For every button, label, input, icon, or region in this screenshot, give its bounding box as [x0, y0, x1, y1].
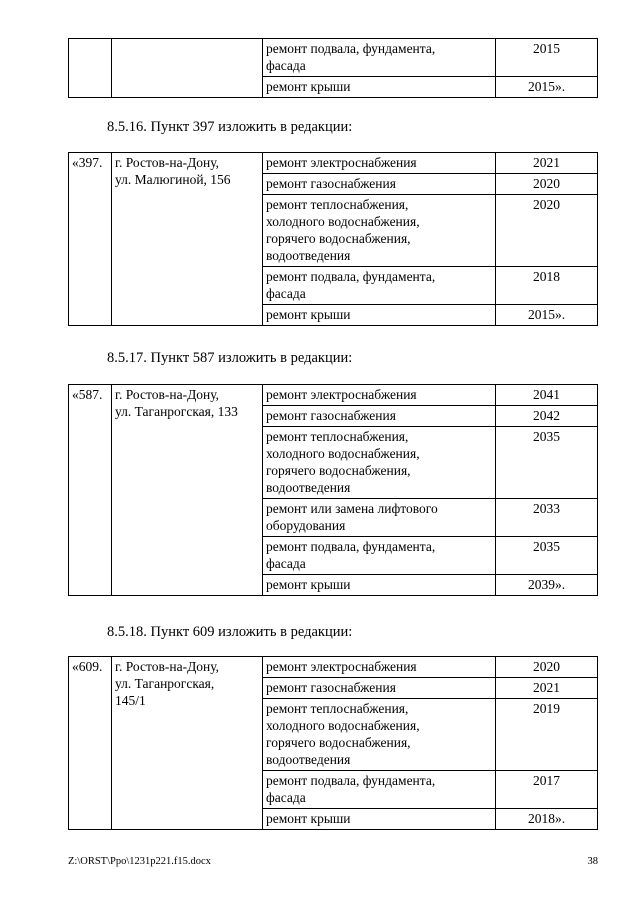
year-cell: 2018	[496, 267, 598, 305]
address-cell	[112, 153, 263, 326]
text-line: ремонт теплоснабжения,	[266, 197, 409, 212]
table-row	[69, 39, 598, 77]
year-cell: 2039».	[496, 575, 598, 596]
text-line: горячего водоснабжения,	[266, 735, 411, 750]
work-type-cell	[263, 427, 496, 499]
text-line: водоотведения	[266, 248, 351, 263]
year-cell: 2041	[496, 385, 598, 406]
amendment-table-continued	[68, 38, 598, 98]
text-line: г. Ростов-на-Дону,	[115, 659, 220, 674]
work-type-cell	[263, 499, 496, 537]
amendment-table-587	[68, 384, 598, 596]
work-type-cell	[263, 809, 496, 830]
year-cell: 2015	[496, 39, 598, 77]
work-type-cell	[263, 174, 496, 195]
year-cell: 2021	[496, 153, 598, 174]
year-cell: 2020	[496, 174, 598, 195]
item-number-cell: «609.	[69, 657, 112, 830]
text-line: ул. Таганрогская, 133	[115, 404, 238, 419]
work-type-cell	[263, 771, 496, 809]
work-type-cell	[263, 657, 496, 678]
text-line: ремонт крыши	[266, 577, 351, 592]
text-line: фасада	[266, 58, 306, 73]
text-line: 145/1	[115, 693, 146, 708]
amendment-table-609	[68, 656, 598, 830]
work-type-cell	[263, 77, 496, 98]
text-line: ремонт газоснабжения	[266, 680, 396, 695]
work-type-cell	[263, 385, 496, 406]
text-line: г. Ростов-на-Дону,	[115, 387, 220, 402]
paragraph-8-5-18: 8.5.18. Пункт 609 изложить в редакции:	[107, 624, 353, 640]
work-type-cell	[263, 406, 496, 427]
year-cell: 2020	[496, 657, 598, 678]
text-line: ремонт электроснабжения	[266, 387, 417, 402]
text-line: горячего водоснабжения,	[266, 231, 411, 246]
address-cell	[112, 385, 263, 596]
year-cell: 2015».	[496, 305, 598, 326]
work-type-cell	[263, 699, 496, 771]
text-line: оборудования	[266, 518, 346, 533]
year-cell: 2020	[496, 195, 598, 267]
year-cell: 2018».	[496, 809, 598, 830]
item-number-cell	[69, 39, 112, 98]
work-type-cell	[263, 267, 496, 305]
address-cell	[112, 39, 263, 98]
table-row	[69, 153, 598, 174]
text-line: ремонт крыши	[266, 307, 351, 322]
text-line: г. Ростов-на-Дону,	[115, 155, 220, 170]
year-cell: 2015».	[496, 77, 598, 98]
text-line: ремонт подвала, фундамента,	[266, 269, 436, 284]
work-type-cell	[263, 195, 496, 267]
work-type-cell	[263, 537, 496, 575]
text-line: ул. Таганрогская,	[115, 676, 215, 691]
work-type-cell	[263, 153, 496, 174]
text-line: ремонт подвала, фундамента,	[266, 773, 436, 788]
paragraph-8-5-16: 8.5.16. Пункт 397 изложить в редакции:	[107, 119, 353, 135]
item-number-cell: «587.	[69, 385, 112, 596]
text-line: ремонт газоснабжения	[266, 408, 396, 423]
text-line: холодного водоснабжения,	[266, 446, 420, 461]
text-line: ремонт газоснабжения	[266, 176, 396, 191]
year-cell: 2017	[496, 771, 598, 809]
text-line: холодного водоснабжения,	[266, 718, 420, 733]
text-line: ремонт теплоснабжения,	[266, 429, 409, 444]
table-row	[69, 385, 598, 406]
text-line: ремонт электроснабжения	[266, 659, 417, 674]
year-cell: 2033	[496, 499, 598, 537]
amendment-table-397	[68, 152, 598, 326]
year-cell: 2021	[496, 678, 598, 699]
text-line: ремонт теплоснабжения,	[266, 701, 409, 716]
text-line: фасада	[266, 556, 306, 571]
text-line: горячего водоснабжения,	[266, 463, 411, 478]
text-line: ул. Малюгиной, 156	[115, 172, 231, 187]
text-line: ремонт подвала, фундамента,	[266, 539, 436, 554]
text-line: водоотведения	[266, 752, 351, 767]
year-cell: 2019	[496, 699, 598, 771]
paragraph-8-5-17: 8.5.17. Пункт 587 изложить в редакции:	[107, 350, 353, 366]
year-cell: 2035	[496, 427, 598, 499]
text-line: водоотведения	[266, 480, 351, 495]
year-cell: 2042	[496, 406, 598, 427]
year-cell: 2035	[496, 537, 598, 575]
work-type-cell	[263, 575, 496, 596]
text-line: фасада	[266, 790, 306, 805]
text-line: ремонт подвала, фундамента,	[266, 41, 436, 56]
text-line: фасада	[266, 286, 306, 301]
footer-file-path: Z:\ORST\Ppo\1231p221.f15.docx	[68, 856, 211, 867]
text-line: ремонт крыши	[266, 811, 351, 826]
page-number: 38	[587, 856, 598, 867]
item-number-cell: «397.	[69, 153, 112, 326]
text-line: холодного водоснабжения,	[266, 214, 420, 229]
address-cell	[112, 657, 263, 830]
text-line: ремонт электроснабжения	[266, 155, 417, 170]
text-line: ремонт крыши	[266, 79, 351, 94]
work-type-cell	[263, 305, 496, 326]
work-type-cell	[263, 678, 496, 699]
work-type-cell	[263, 39, 496, 77]
text-line: ремонт или замена лифтового	[266, 501, 438, 516]
table-row	[69, 657, 598, 678]
